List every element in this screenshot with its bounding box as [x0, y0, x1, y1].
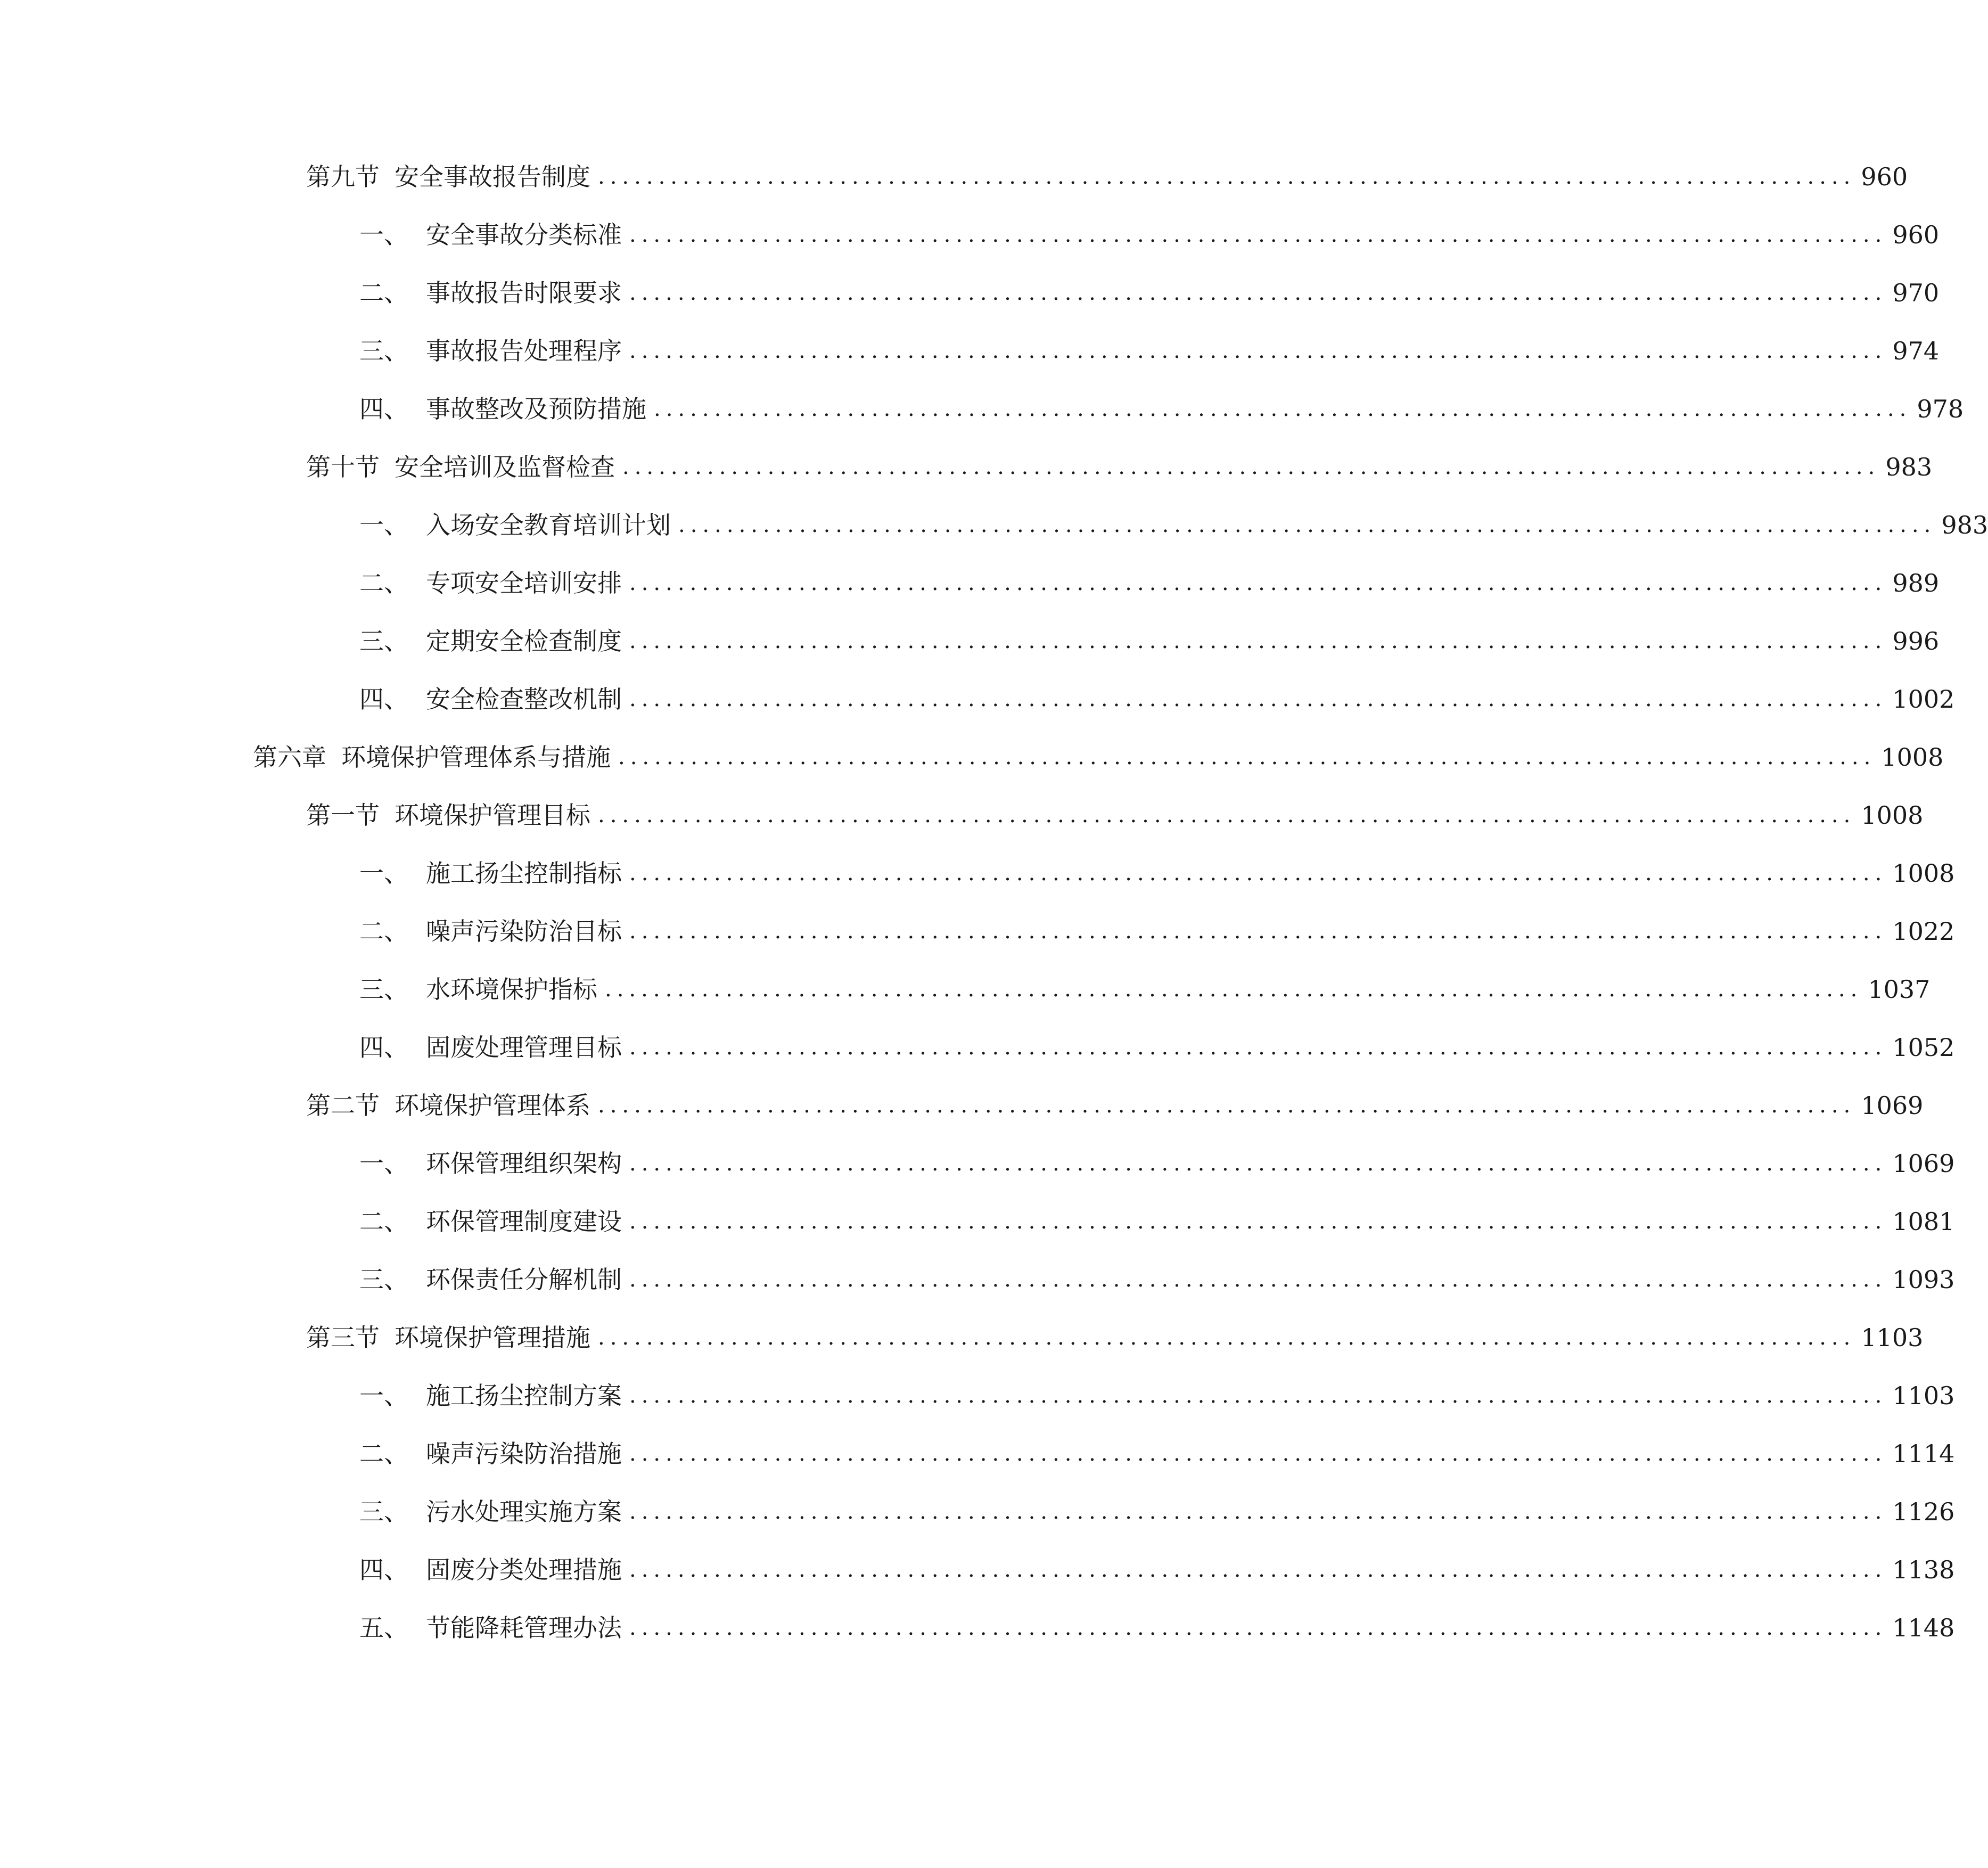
- toc-entry-number: 第一节: [306, 801, 380, 830]
- toc-entry-title: 固废处理管理目标: [426, 1033, 622, 1062]
- toc-entry-number: 第九节: [306, 162, 380, 191]
- toc-entry-number: 四、: [359, 1555, 408, 1584]
- toc-entry-number: 三、: [359, 1265, 408, 1294]
- toc-entry-number: 第六章: [253, 743, 326, 772]
- toc-page-number: 1126: [1892, 1497, 1955, 1526]
- toc-page-number: 970: [1892, 278, 1940, 307]
- toc-entry-number: 一、: [359, 1149, 408, 1178]
- toc-entry-title: 噪声污染防治措施: [426, 1439, 622, 1468]
- toc-dot-leader: ........................................................................................................: [629, 1267, 1887, 1292]
- toc-entry-item[interactable]: [359, 1490, 1955, 1533]
- toc-entry-number: 二、: [359, 1439, 408, 1468]
- toc-page-number: 1069: [1861, 1091, 1924, 1120]
- toc-page-number: 974: [1892, 337, 1940, 365]
- toc-entry-chapter[interactable]: [253, 736, 1944, 779]
- toc-entry-number: 二、: [359, 917, 408, 946]
- toc-entry-number: 二、: [359, 278, 408, 307]
- toc-entry-title: 固废分类处理措施: [426, 1555, 622, 1584]
- toc-dot-leader: ........................................................................................................: [629, 687, 1887, 711]
- toc-page-number: 989: [1892, 569, 1940, 597]
- toc-entry-title: 施工扬尘控制指标: [426, 859, 622, 888]
- toc-dot-leader: ........................................................................................................: [629, 1616, 1887, 1640]
- toc-page-number: 1052: [1892, 1033, 1955, 1062]
- toc-entry-number: 一、: [359, 511, 408, 539]
- toc-dot-leader: ........................................................................................................: [598, 803, 1856, 828]
- toc-dot-leader: ........................................................................................................: [629, 571, 1887, 595]
- toc-entry-number: 一、: [359, 1381, 408, 1410]
- toc-entry-title: 环境保护管理目标: [395, 801, 590, 830]
- toc-entry-item[interactable]: [359, 1200, 1955, 1243]
- toc-dot-leader: ........................................................................................................: [605, 977, 1863, 1002]
- toc-entry-item[interactable]: [359, 910, 1955, 953]
- toc-entry-number: 第三节: [306, 1323, 380, 1352]
- toc-entry-item[interactable]: [359, 1026, 1955, 1069]
- toc-entry-item[interactable]: [359, 1258, 1955, 1301]
- toc-dot-leader: ........................................................................................................: [629, 1441, 1887, 1466]
- toc-page-number: 1093: [1892, 1265, 1955, 1294]
- toc-entry-item[interactable]: [359, 214, 1940, 256]
- toc-entry-item[interactable]: [359, 1432, 1955, 1475]
- toc-page-number: 983: [1941, 511, 1988, 539]
- toc-entry-item[interactable]: [359, 272, 1940, 314]
- toc-dot-leader: ........................................................................................................: [654, 397, 1912, 421]
- toc-entry-item[interactable]: [359, 1549, 1955, 1591]
- toc-page-number: 1103: [1861, 1323, 1924, 1352]
- toc-entry-number: 一、: [359, 859, 408, 888]
- toc-entry-item[interactable]: [359, 1142, 1955, 1185]
- toc-entry-title: 环保责任分解机制: [426, 1265, 622, 1294]
- toc-dot-leader: ........................................................................................................: [629, 1558, 1887, 1582]
- toc-entry-number: 四、: [359, 685, 408, 714]
- toc-dot-leader: ........................................................................................................: [629, 919, 1887, 944]
- toc-page-number: 996: [1892, 627, 1940, 656]
- toc-dot-leader: ........................................................................................................: [629, 629, 1887, 653]
- toc-entry-title: 事故报告时限要求: [426, 278, 622, 307]
- toc-page-number: 1081: [1892, 1207, 1955, 1236]
- toc-dot-leader: ........................................................................................................: [629, 1209, 1887, 1234]
- toc-entry-number: 二、: [359, 1207, 408, 1236]
- toc-dot-leader: ........................................................................................................: [629, 861, 1887, 886]
- toc-page-number: 1008: [1861, 801, 1924, 830]
- toc-dot-leader: ........................................................................................................: [598, 1093, 1856, 1118]
- toc-entry-title: 事故整改及预防措施: [426, 395, 646, 423]
- toc-entry-section[interactable]: [306, 1084, 1924, 1127]
- toc-page-number: 1138: [1892, 1555, 1955, 1584]
- toc-entry-title: 专项安全培训安排: [426, 569, 622, 597]
- toc-entry-number: 三、: [359, 1497, 408, 1526]
- toc-dot-leader: ........................................................................................................: [629, 223, 1887, 247]
- toc-dot-leader: ........................................................................................................: [629, 1500, 1887, 1524]
- toc-entry-item[interactable]: [359, 330, 1940, 372]
- toc-entry-title: 定期安全检查制度: [426, 627, 622, 656]
- toc-entry-number: 第十节: [306, 453, 380, 481]
- toc-entry-title: 污水处理实施方案: [426, 1497, 622, 1526]
- toc-entry-number: 四、: [359, 1033, 408, 1062]
- toc-page-number: 1037: [1868, 975, 1931, 1004]
- toc-entry-item[interactable]: [359, 968, 1931, 1011]
- toc-entry-title: 环保管理制度建设: [426, 1207, 622, 1236]
- toc-entry-title: 施工扬尘控制方案: [426, 1381, 622, 1410]
- toc-entry-item[interactable]: [359, 1607, 1955, 1649]
- toc-entry-section[interactable]: [306, 446, 1933, 488]
- toc-entry-title: 环保管理组织架构: [426, 1149, 622, 1178]
- toc-page-number: 1114: [1892, 1439, 1955, 1468]
- toc-dot-leader: ........................................................................................................: [629, 1151, 1887, 1176]
- toc-entry-number: 第二节: [306, 1091, 380, 1120]
- toc-page-number: 1022: [1892, 917, 1955, 946]
- toc-entry-item[interactable]: [359, 852, 1955, 895]
- toc-entry-item[interactable]: [359, 678, 1955, 720]
- toc-entry-item[interactable]: [359, 562, 1940, 604]
- toc-page-number: 983: [1885, 453, 1933, 481]
- toc-entry-section[interactable]: [306, 1316, 1924, 1359]
- toc-dot-leader: ........................................................................................................: [598, 1325, 1856, 1350]
- toc-entry-item[interactable]: [359, 1374, 1955, 1417]
- toc-entry-number: 三、: [359, 337, 408, 365]
- toc-dot-leader: ........................................................................................................: [618, 745, 1876, 769]
- toc-entry-title: 安全检查整改机制: [426, 685, 622, 714]
- toc-entry-title: 环境保护管理措施: [395, 1323, 590, 1352]
- toc-entry-number: 一、: [359, 220, 408, 249]
- toc-entry-section[interactable]: [306, 155, 1908, 198]
- toc-entry-title: 入场安全教育培训计划: [426, 511, 671, 539]
- toc-dot-leader: ........................................................................................................: [678, 513, 1936, 537]
- toc-entry-title: 环境保护管理体系: [395, 1091, 590, 1120]
- toc-entry-number: 三、: [359, 627, 408, 656]
- toc-dot-leader: ........................................................................................................: [629, 281, 1887, 305]
- toc-page-number: 1008: [1892, 859, 1955, 888]
- toc-entry-item[interactable]: [359, 388, 1964, 430]
- toc-dot-leader: ........................................................................................................: [629, 1035, 1887, 1060]
- toc-page-number: 1069: [1892, 1149, 1955, 1178]
- toc-page-number: 1008: [1881, 743, 1944, 772]
- toc-page-number: 960: [1892, 220, 1940, 249]
- toc-dot-leader: ........................................................................................................: [629, 339, 1887, 363]
- toc-entry-number: 五、: [359, 1613, 408, 1642]
- toc-entry-title: 安全事故报告制度: [395, 162, 590, 191]
- toc-entry-title: 安全事故分类标准: [426, 220, 622, 249]
- toc-page-number: 978: [1917, 395, 1964, 423]
- toc-page-number: 1148: [1892, 1613, 1955, 1642]
- toc-entry-item[interactable]: [359, 620, 1940, 662]
- toc-entry-title: 安全培训及监督检查: [395, 453, 615, 481]
- toc-entry-title: 环境保护管理体系与措施: [341, 743, 611, 772]
- toc-entry-title: 事故报告处理程序: [426, 337, 622, 365]
- toc-dot-leader: ........................................................................................................: [598, 165, 1856, 189]
- toc-entry-number: 二、: [359, 569, 408, 597]
- toc-dot-leader: ........................................................................................................: [622, 455, 1880, 479]
- toc-entry-title: 噪声污染防治目标: [426, 917, 622, 946]
- toc-page-number: 1002: [1892, 685, 1955, 714]
- toc-entry-title: 节能降耗管理办法: [426, 1613, 622, 1642]
- toc-dot-leader: ........................................................................................................: [629, 1383, 1887, 1408]
- toc-page-number: 960: [1861, 162, 1908, 191]
- toc-entry-number: 三、: [359, 975, 408, 1004]
- toc-entry-number: 四、: [359, 395, 408, 423]
- toc-entry-item[interactable]: [359, 504, 1988, 546]
- toc-page-number: 1103: [1892, 1381, 1955, 1410]
- toc-entry-section[interactable]: [306, 794, 1924, 837]
- toc-entry-title: 水环境保护指标: [426, 975, 597, 1004]
